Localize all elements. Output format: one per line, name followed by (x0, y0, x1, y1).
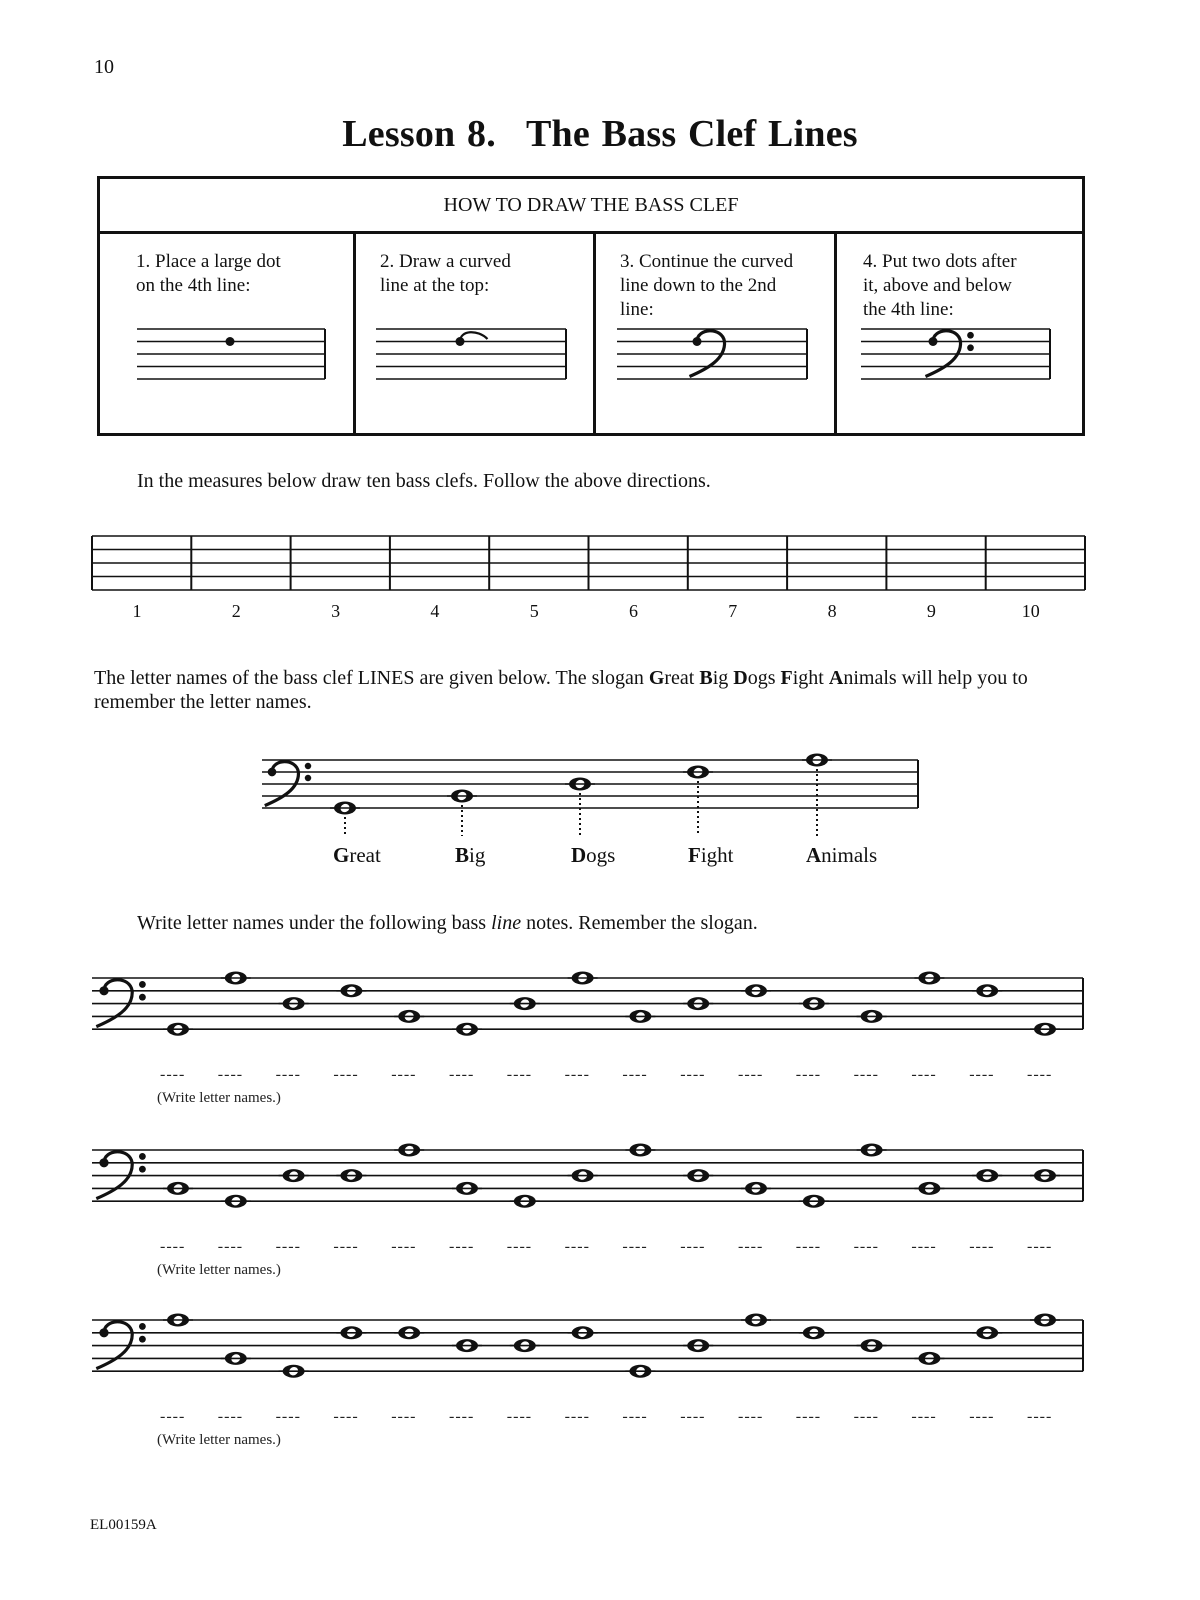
answer-blank: ---- (738, 1408, 764, 1425)
slogan-initial: B (699, 667, 713, 689)
answer-blank: ---- (449, 1066, 475, 1083)
step-text-line: 2. Draw a curved (380, 251, 511, 272)
answer-blank: ---- (680, 1066, 706, 1083)
whole-note (452, 1339, 482, 1352)
whole-note (163, 1023, 193, 1036)
whole-note (741, 984, 771, 997)
answer-blank: ---- (333, 1238, 359, 1255)
answer-blank: ---- (506, 1238, 533, 1255)
slogan-initial: A (828, 667, 844, 689)
whole-note (394, 1326, 424, 1339)
whole-note (625, 1144, 655, 1157)
measure-number: 7 (728, 601, 738, 621)
answer-blank: ---- (853, 1408, 879, 1425)
whole-note (799, 1326, 829, 1339)
step-text-line: 1. Place a large dot (136, 251, 281, 272)
clef-upper-dot (967, 332, 974, 339)
instruction-text-before: Write letter names under the following bass (137, 912, 492, 934)
answer-blank: ---- (911, 1408, 937, 1425)
whole-note (972, 1326, 1002, 1339)
measure-number: 1 (132, 601, 142, 621)
whole-note (683, 997, 713, 1010)
whole-note (452, 1182, 482, 1195)
step-text-line: 3. Continue the curved (620, 251, 794, 272)
whole-note (510, 1195, 540, 1208)
whole-note (857, 1144, 887, 1157)
measure-number: 5 (529, 601, 539, 621)
answer-blank: ---- (333, 1408, 359, 1425)
whole-note (330, 802, 360, 815)
answer-blank: ---- (506, 1408, 533, 1425)
clef-lower-dot (139, 1166, 146, 1173)
answer-blank: ---- (217, 1408, 244, 1425)
instruction-emphasis: line (491, 912, 522, 934)
clef-upper-dot (305, 763, 311, 769)
clef-dot (226, 337, 235, 346)
label-rest: reat (349, 843, 381, 867)
slogan-rest: nimals (843, 667, 897, 689)
whole-note (279, 1169, 309, 1182)
answer-blank: ---- (1027, 1408, 1053, 1425)
answer-blank: ---- (333, 1066, 359, 1083)
howto-header: HOW TO DRAW THE BASS CLEF (100, 179, 1082, 234)
label-initial: D (571, 843, 587, 867)
step-text-line: it, above and below (863, 275, 1012, 296)
label-initial: A (806, 843, 822, 867)
howto-staff-1 (137, 329, 325, 379)
whole-note (857, 1010, 887, 1023)
measure-number: 4 (430, 601, 440, 621)
whole-note (221, 1352, 251, 1365)
whole-note (336, 1169, 366, 1182)
answer-blank: ---- (275, 1238, 301, 1255)
clef-lower-dot (305, 775, 311, 781)
bass-clef-step-1-icon (226, 337, 235, 346)
write-letter-names-hint: (Write letter names.) (157, 1432, 281, 1448)
write-letter-names-hint: (Write letter names.) (157, 1262, 281, 1278)
whole-note (972, 984, 1002, 997)
whole-note (1030, 1023, 1060, 1036)
answer-blank: ---- (160, 1238, 186, 1255)
answer-blank: ---- (564, 1408, 590, 1425)
whole-note (279, 997, 309, 1010)
measure-number: 6 (629, 601, 638, 621)
instruction-text-after: notes. Remember the slogan. (521, 912, 758, 934)
slogan-initial: F (780, 667, 793, 689)
answer-blank: ---- (391, 1238, 417, 1255)
label-rest: nimals (821, 843, 878, 867)
whole-note (1030, 1314, 1060, 1327)
measure-number: 10 (1021, 601, 1040, 621)
label-initial: B (455, 843, 470, 867)
answer-blank: ---- (853, 1066, 879, 1083)
whole-note (1030, 1169, 1060, 1182)
howto-staff-2 (376, 329, 566, 379)
whole-note (510, 1339, 540, 1352)
whole-note (625, 1010, 655, 1023)
whole-note (625, 1365, 655, 1378)
answer-blank: ---- (275, 1408, 301, 1425)
slogan-initial: D (733, 667, 748, 689)
whole-note (741, 1314, 771, 1327)
slogan-rest: ogs (747, 667, 776, 689)
step-text-line: the 4th line: (863, 299, 954, 320)
answer-blank: ---- (275, 1066, 301, 1083)
answer-blank: ---- (622, 1238, 648, 1255)
whole-note (221, 1195, 251, 1208)
label-rest: ight (700, 843, 734, 867)
howto-staff-4 (861, 329, 1050, 379)
whole-note (683, 766, 713, 779)
answer-blank: ---- (391, 1066, 417, 1083)
footer-code: EL00159A (90, 1517, 157, 1533)
clef-upper-dot (139, 1153, 146, 1160)
answer-blank: ---- (969, 1408, 995, 1425)
howto-staff-3 (617, 329, 807, 379)
answer-blank: ---- (622, 1408, 648, 1425)
whole-note (510, 997, 540, 1010)
answer-blank: ---- (795, 1238, 822, 1255)
answer-blank: ---- (911, 1238, 937, 1255)
whole-note (221, 972, 251, 985)
whole-note (914, 1182, 944, 1195)
answer-blank: ---- (680, 1408, 706, 1425)
slogan-text-after: will help you to remember the letter names. (94, 667, 1028, 713)
whole-note (336, 984, 366, 997)
answer-blank: ---- (217, 1238, 244, 1255)
answer-blank: ---- (969, 1238, 995, 1255)
measure-number: 9 (926, 601, 936, 621)
clef-upper-dot (139, 981, 146, 988)
slogan-text-before: The letter names of the bass clef LINES are given below. The slogan (94, 667, 649, 689)
whole-note (452, 1023, 482, 1036)
whole-note (447, 790, 477, 803)
whole-note (394, 1144, 424, 1157)
step-text-line: line at the top: (380, 275, 490, 296)
write-letter-names-hint: (Write letter names.) (157, 1090, 281, 1106)
whole-note (683, 1339, 713, 1352)
answer-blank: ---- (449, 1238, 475, 1255)
answer-blank: ---- (911, 1066, 937, 1083)
label-initial: G (333, 843, 350, 867)
slogan-initial: G (648, 667, 665, 689)
answer-blank: ---- (680, 1238, 706, 1255)
whole-note (163, 1182, 193, 1195)
step-text-line: on the 4th line: (136, 275, 251, 296)
answer-blank: ---- (160, 1408, 186, 1425)
slogan-rest: ig (712, 667, 729, 689)
instruction-draw-clefs: In the measures below draw ten bass clefs. Follow the above directions. (137, 470, 711, 492)
slogan-rest: ight (792, 667, 824, 689)
label-rest: ogs (586, 843, 616, 867)
whole-note (568, 1169, 598, 1182)
clef-upper-dot (139, 1323, 146, 1330)
answer-blank: ---- (1027, 1066, 1053, 1083)
label-rest: ig (469, 843, 486, 867)
measure-number: 8 (827, 601, 837, 621)
whole-note (857, 1339, 887, 1352)
whole-note (914, 1352, 944, 1365)
step-text-line: line: (620, 299, 654, 320)
lesson-topic: The Bass Clef Lines (525, 113, 858, 155)
whole-note (799, 1195, 829, 1208)
label-initial: F (688, 843, 701, 867)
whole-note (914, 972, 944, 985)
answer-blank: ---- (1027, 1238, 1053, 1255)
whole-note (972, 1169, 1002, 1182)
answer-blank: ---- (738, 1238, 764, 1255)
answer-blank: ---- (564, 1238, 590, 1255)
whole-note (336, 1326, 366, 1339)
exercise-staff-1 (92, 978, 1083, 1029)
clef-lower-dot (967, 344, 974, 351)
answer-blank: ---- (969, 1066, 995, 1083)
answer-blank: ---- (391, 1408, 417, 1425)
page-number: 10 (94, 56, 114, 78)
whole-note (568, 1326, 598, 1339)
answer-blank: ---- (217, 1066, 244, 1083)
answer-blank: ---- (564, 1066, 590, 1083)
answer-blank: ---- (449, 1408, 475, 1425)
answer-blank: ---- (853, 1238, 879, 1255)
measure-number: 2 (231, 601, 241, 621)
slogan-rest: reat (664, 667, 695, 689)
answer-blank: ---- (506, 1066, 533, 1083)
whole-note (802, 754, 832, 767)
clef-lower-dot (139, 1336, 146, 1343)
answer-blank: ---- (795, 1066, 822, 1083)
measure-number: 3 (331, 601, 341, 621)
answer-blank: ---- (738, 1066, 764, 1083)
whole-note (568, 972, 598, 985)
whole-note (799, 997, 829, 1010)
whole-note (163, 1314, 193, 1327)
bass-clef-step-2-icon (456, 332, 488, 346)
answer-blank: ---- (622, 1066, 648, 1083)
answer-blank: ---- (160, 1066, 186, 1083)
whole-note (565, 778, 595, 791)
whole-note (683, 1169, 713, 1182)
step-text-line: line down to the 2nd (620, 275, 777, 296)
lesson-number: Lesson 8. (342, 113, 496, 155)
clef-lower-dot (139, 994, 146, 1001)
whole-note (394, 1010, 424, 1023)
step-text-line: 4. Put two dots after (863, 251, 1017, 272)
whole-note (279, 1365, 309, 1378)
whole-note (741, 1182, 771, 1195)
answer-blank: ---- (795, 1408, 822, 1425)
